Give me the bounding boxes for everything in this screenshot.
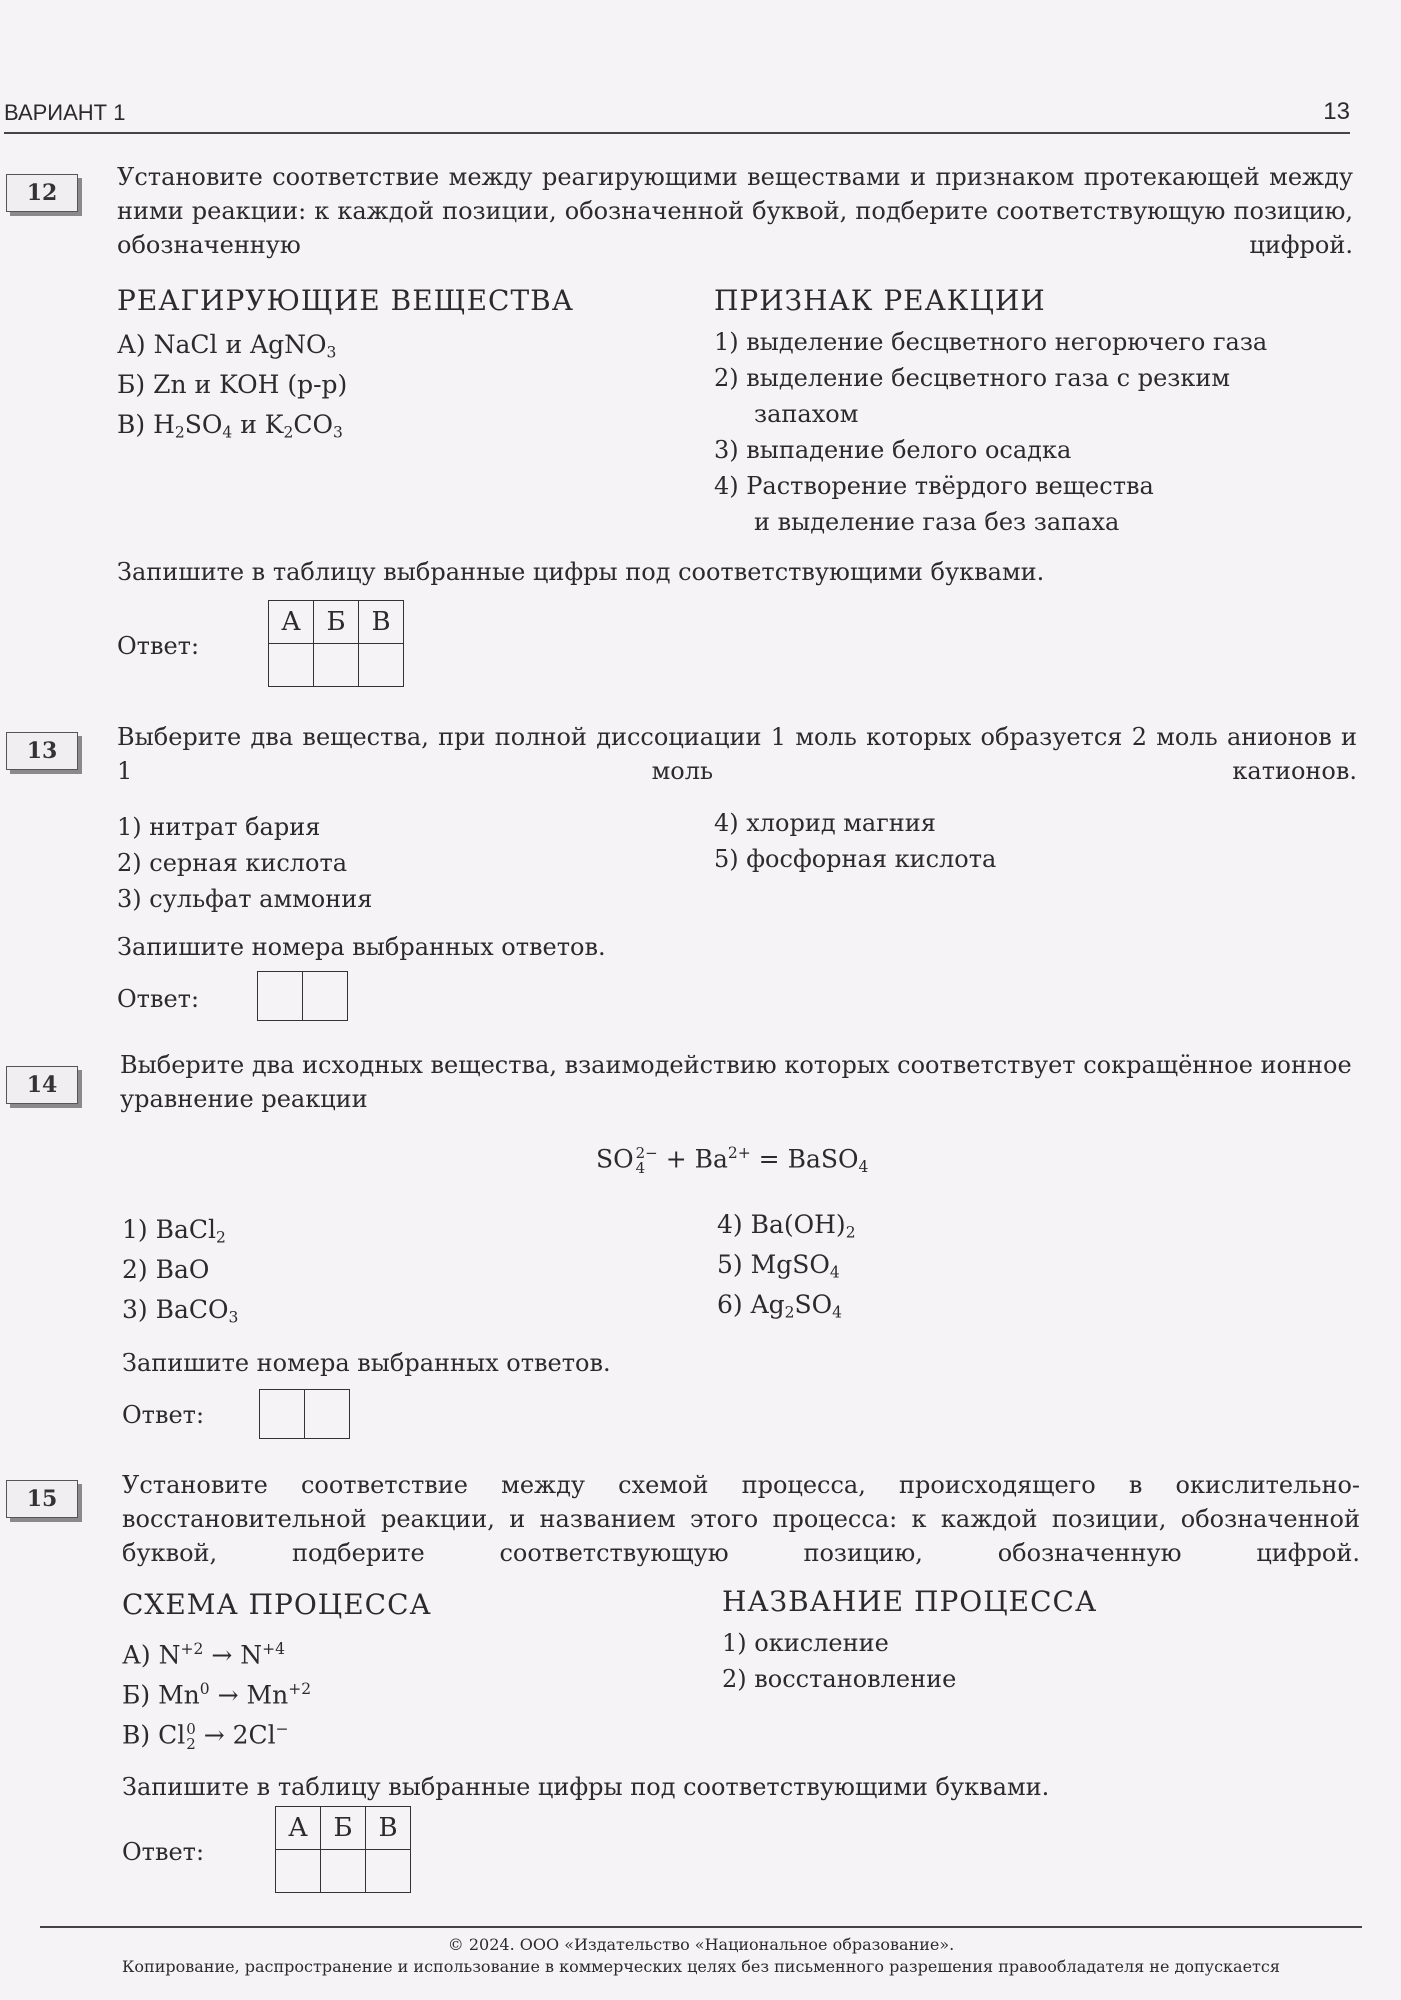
answer-cell[interactable]	[258, 972, 303, 1021]
answer-label: Ответ:	[117, 985, 200, 1013]
answer-cell[interactable]	[366, 1850, 411, 1893]
answer-table	[275, 1806, 411, 1893]
column-b-header: Б	[321, 1807, 366, 1850]
task-number: 13	[6, 732, 78, 770]
name-item: 1) окисление	[722, 1629, 889, 1657]
column-header: РЕАГИРУЮЩИЕ ВЕЩЕСТВА	[117, 284, 574, 317]
page-header	[4, 98, 1350, 134]
option-item: 1) нитрат бария	[117, 813, 321, 841]
sign-item: 1) выделение бесцветного негорючего газа	[714, 328, 1268, 356]
task-number: 15	[6, 1480, 78, 1518]
option-item: 1) BaCl$_2$	[122, 1215, 226, 1247]
task-text: Установите соответствие между схемой процесса, происходящего в окислительно-восстановительной реакции, и названием этого процесса: к каждой позиции, обозначенной буквой, подберите соответствующую позицию, обозначенную цифрой.	[122, 1471, 1360, 1567]
column-header: ПРИЗНАК РЕАКЦИИ	[714, 284, 1046, 317]
answer-cell[interactable]	[276, 1850, 321, 1893]
column-header: СХЕМА ПРОЦЕССА	[122, 1588, 432, 1621]
reactants-column	[117, 284, 677, 445]
answer-label: Ответ:	[122, 1401, 205, 1429]
options-left	[122, 1210, 238, 1330]
column-b-header: Б	[314, 601, 359, 644]
answer-table	[268, 600, 404, 687]
copyright-footer	[40, 1926, 1362, 1978]
copyright-notice: Копирование, распространение и использование в коммерческих целях без письменного разрешения правообладателя не допускается	[122, 1957, 1280, 1976]
instruction: Запишите в таблицу выбранные цифры под соответствующими буквами.	[122, 1773, 1050, 1801]
options-right	[717, 1205, 856, 1325]
task-number: 14	[6, 1066, 78, 1104]
options-left	[117, 810, 372, 918]
answer-label: Ответ:	[122, 1838, 205, 1866]
option-item: 3) BaCO$_3$	[122, 1295, 239, 1327]
option-item: 2) BaO	[122, 1255, 210, 1284]
answer-boxes	[257, 971, 348, 1021]
task-text: Выберите два исходных вещества, взаимодействию которых соответствует сокращённое ионное уравнение реакции	[120, 1051, 1352, 1113]
column-a-header: А	[269, 601, 314, 644]
column-header: НАЗВАНИЕ ПРОЦЕССА	[722, 1585, 1098, 1618]
process-name-column	[722, 1585, 1362, 1698]
answer-cell[interactable]	[321, 1850, 366, 1893]
answer-cell[interactable]	[260, 1390, 305, 1439]
option-item: 5) фосфорная кислота	[714, 845, 997, 873]
column-c-header: В	[359, 601, 404, 644]
option-item: 5) MgSO$_4$	[717, 1250, 840, 1282]
column-a-header: А	[276, 1807, 321, 1850]
answer-cell[interactable]	[269, 644, 314, 687]
option-c: В) $H_2SO_4$ и $K_2CO_3$	[117, 410, 343, 442]
sign-item-cont: запахом	[754, 400, 859, 428]
answer-cell[interactable]	[314, 644, 359, 687]
option-item: 2) серная кислота	[117, 849, 348, 877]
variant-label: ВАРИАНТ 1	[4, 100, 126, 125]
options-right	[714, 806, 996, 878]
sign-list	[714, 325, 1354, 539]
option-item: 3) сульфат аммония	[117, 885, 373, 913]
option-item: 4) хлорид магния	[714, 809, 936, 837]
answer-boxes	[259, 1389, 350, 1439]
option-c: В) Cl 0 2 → 2Cl−	[122, 1719, 289, 1753]
sign-item: 2) выделение бесцветного газа с резким	[714, 364, 1231, 392]
sign-item-cont: и выделение газа без запаха	[754, 508, 1120, 536]
option-a: А) $N^{+2} \to N^{+4}$	[122, 1640, 285, 1670]
answer-cell[interactable]	[305, 1390, 350, 1439]
task-text: Установите соответствие между реагирующими веществами и признаком протекающей между ними реакции: к каждой позиции, обозначенной буквой, подберите соответствующую позицию, обозначенную цифрой.	[117, 163, 1353, 259]
answer-cell[interactable]	[359, 644, 404, 687]
process-scheme-column	[122, 1588, 682, 1753]
name-item: 2) восстановление	[722, 1665, 957, 1693]
sign-item: 4) Растворение твёрдого вещества	[714, 472, 1154, 500]
reaction-sign-column	[714, 284, 1354, 541]
answer-label: Ответ:	[117, 632, 200, 660]
answer-cell[interactable]	[303, 972, 348, 1021]
instruction: Запишите в таблицу выбранные цифры под соответствующими буквами.	[117, 558, 1045, 586]
option-b: Б) Zn и KOH (р-р)	[117, 370, 348, 399]
option-item: 6) $Ag_2SO_4$	[717, 1290, 843, 1322]
instruction: Запишите номера выбранных ответов.	[122, 1349, 611, 1377]
task-text: Выберите два вещества, при полной диссоциации 1 моль которых образуется 2 моль анионов и 1 моль катионов.	[117, 723, 1357, 785]
copyright-line: © 2024. ООО «Издательство «Национальное образование».	[447, 1935, 955, 1954]
ionic-equation: SO 2− 4 + $Ba^{2+}$ = BaSO$_4$	[596, 1143, 869, 1177]
option-b: Б) $Mn^0 \to Mn^{+2}$	[122, 1680, 312, 1710]
option-a: А) NaCl и AgNO$_3$	[117, 330, 337, 362]
column-c-header: В	[366, 1807, 411, 1850]
sign-item: 3) выпадение белого осадка	[714, 436, 1072, 464]
task-number: 12	[6, 174, 78, 212]
page-number: 13	[1323, 98, 1350, 125]
option-item: 4) $Ba(OH)_2$	[717, 1210, 856, 1242]
instruction: Запишите номера выбранных ответов.	[117, 933, 606, 961]
